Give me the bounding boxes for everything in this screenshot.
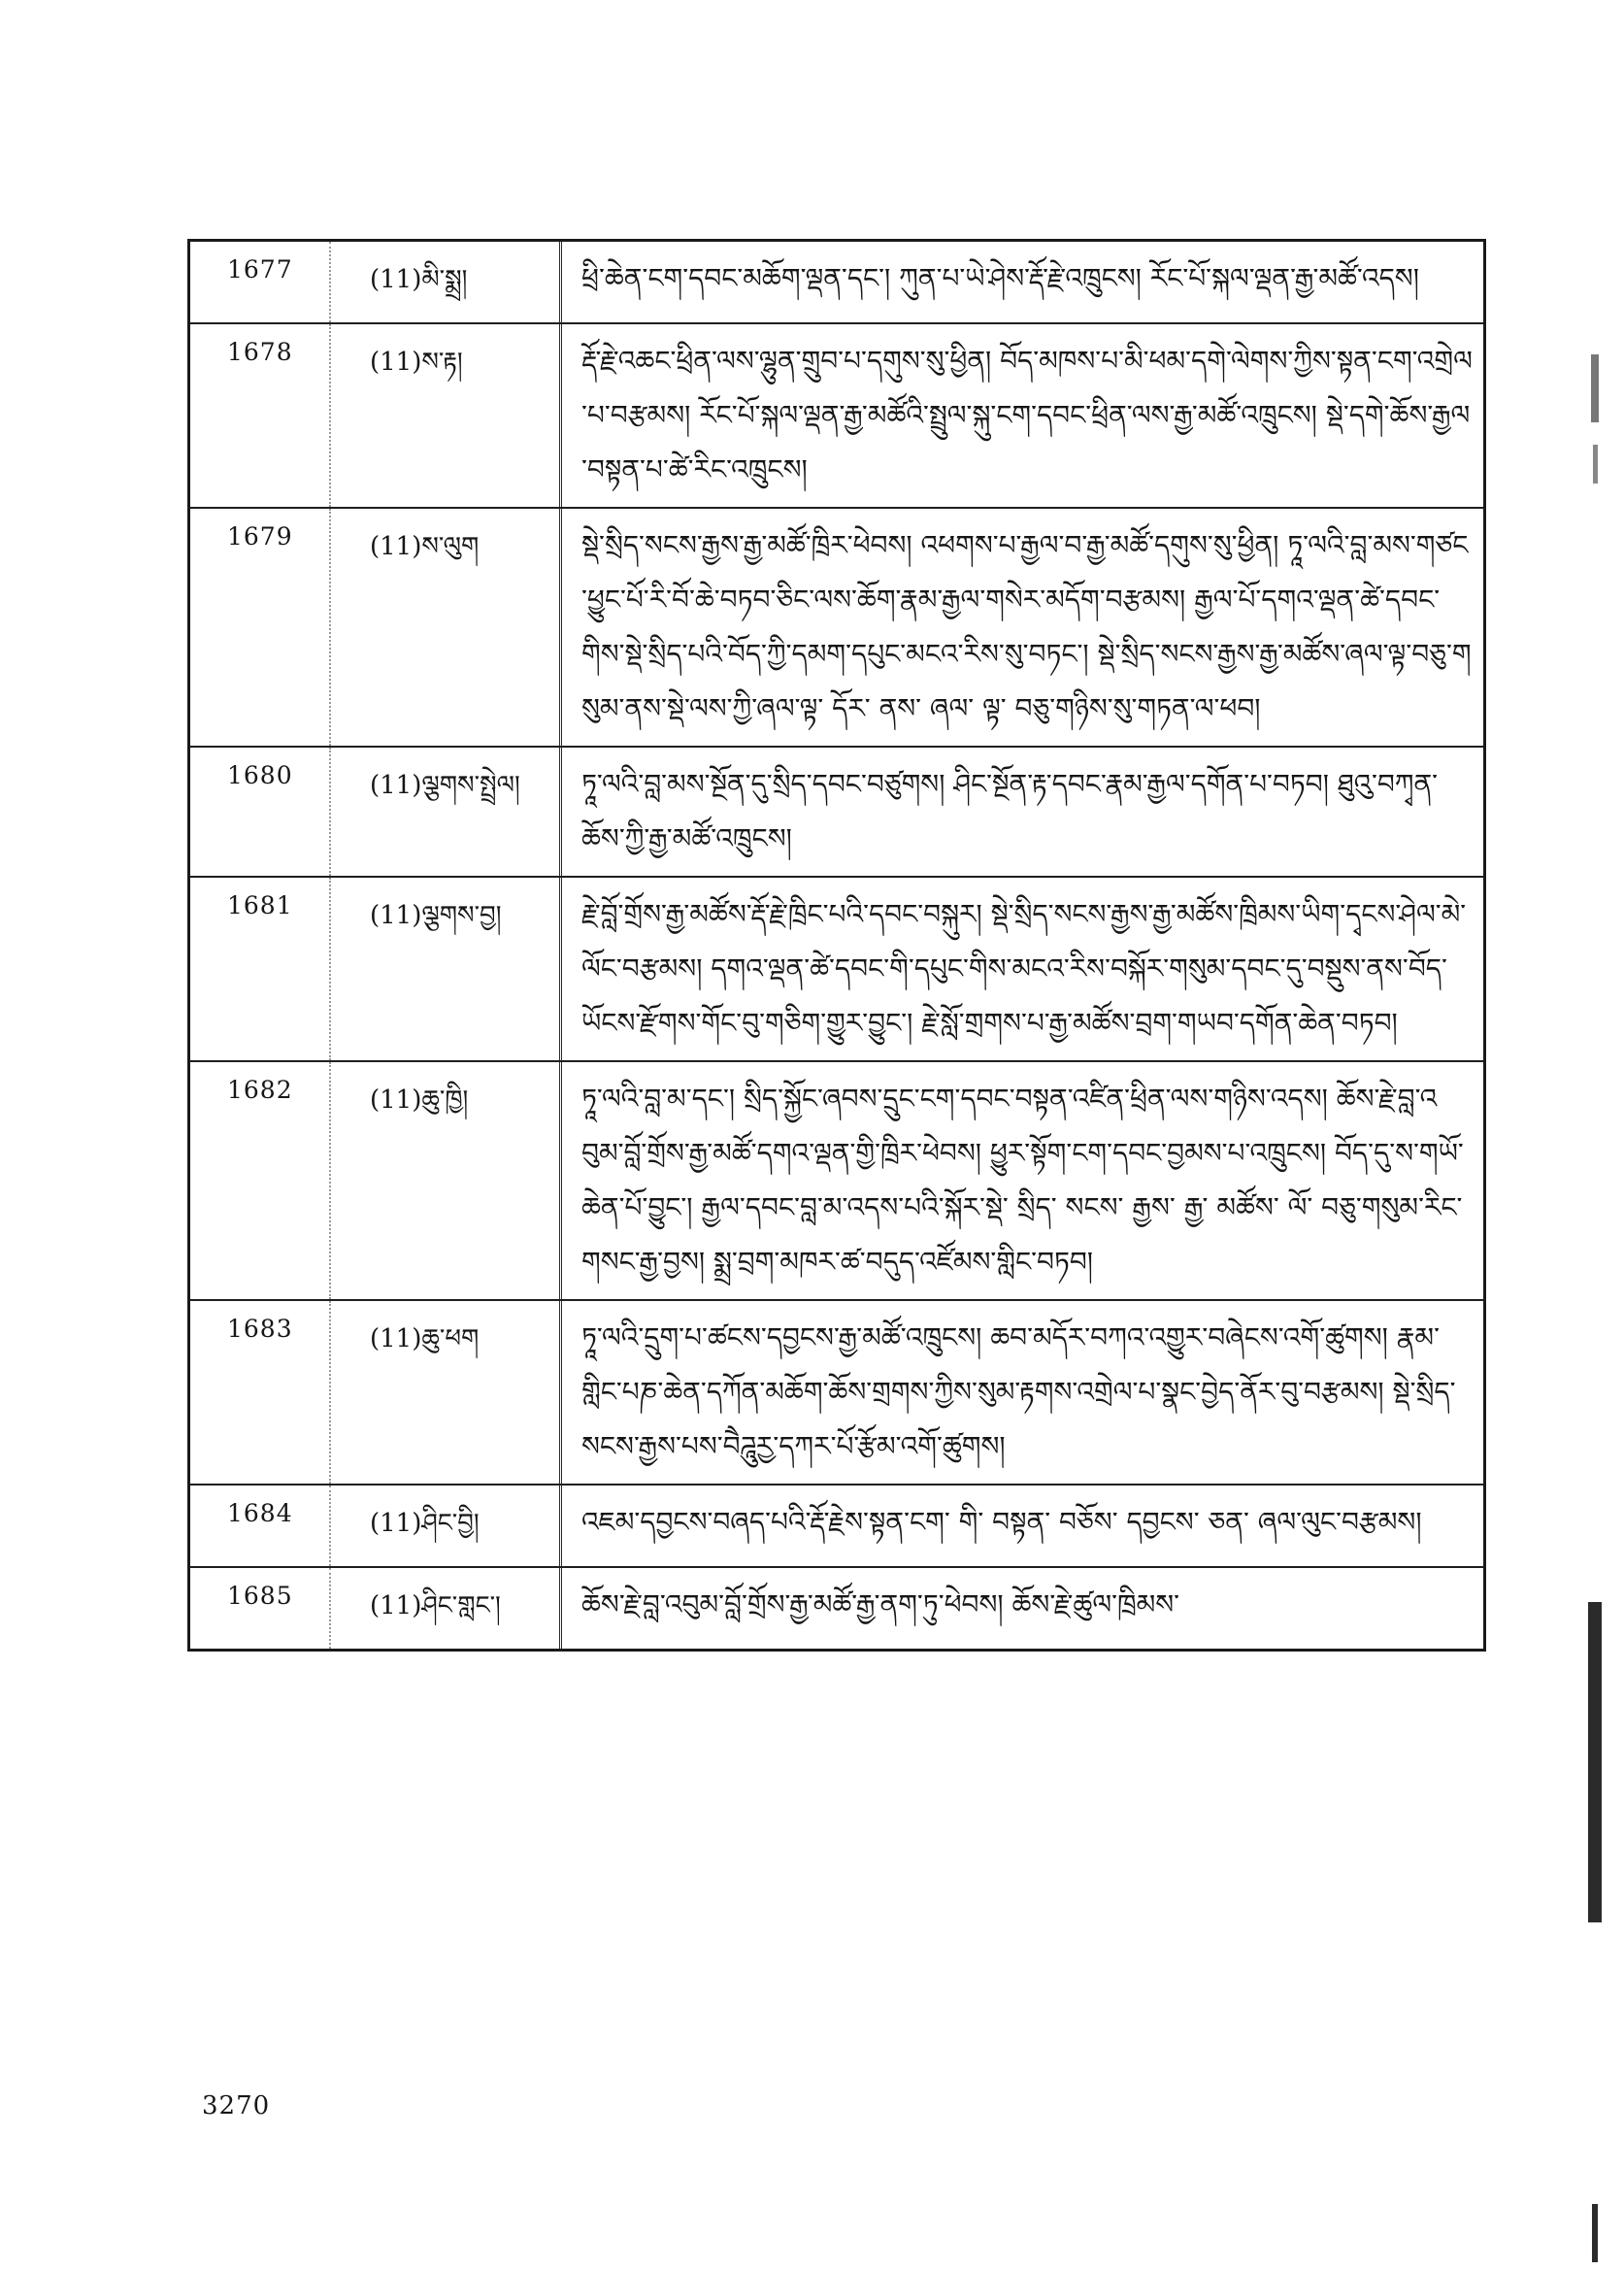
table-row [187, 878, 1486, 1062]
event-text-cell: འཇམ་དབྱངས་བཞད་པའི་རྡོ་རྗེས་སྟན་ངག་ གི་ བསྟན་ བཅོས་ དབྱངས་ ཅན་ ཞལ་ལུང་བརྩམས། [581, 1506, 1422, 1538]
scan-artifact [1591, 354, 1599, 422]
cycle-year-cell: (11)ལྕགས་སྤྲེལ། [331, 748, 562, 876]
scan-artifact [1588, 1602, 1602, 1922]
table-row [187, 1486, 1486, 1568]
year-cell: 1684 [187, 1486, 331, 1566]
page-number: 3270 [202, 2091, 271, 2120]
cycle-year-cell: (11)ཆུ་ཕག [331, 1301, 562, 1484]
cycle-year-cell: (11)ཆུ་ཁྱི། [331, 1062, 562, 1299]
scan-artifact [1592, 2204, 1598, 2262]
cycle-year-cell: (11)མི་སྨྲ། [331, 242, 562, 322]
event-text-cell: ཆོས་རྗེ་བླ་འབུམ་བློ་གྲོས་རྒྱ་མཚོ་རྒྱ་ནག་ཏུ་ཕེབས། ཆོས་རྗེ་ཚུལ་ཁྲིམས་ [581, 1588, 1180, 1620]
cycle-year-cell: (11)ལྕགས་བྱ། [331, 878, 562, 1060]
year-cell: 1678 [187, 324, 331, 507]
year-cell: 1683 [187, 1301, 331, 1484]
event-text-cell: ཕྲི་ཆེན་ངག་དབང་མཆོག་ལྡན་དང་། ཀུན་པ་ཡེ་ཤེས་རྡོ་རྗེ་འཁྲུངས། རོང་པོ་སྐལ་ལྡན་རྒྱ་མཚོ་འདས། [581, 262, 1419, 294]
event-text-cell: ཏཱ་ལའི་དྲུག་པ་ཚངས་དབྱངས་རྒྱ་མཚོ་འཁྲུངས། ཆབ་མདོར་བཀའ་འགྱུར་བཞེངས་འགོ་ཚུགས། རྣམ་གླིང་པཎ་ཆེན་དཀོན་མཆོག་ཆོས་གྲགས་ཀྱིས་སུམ་རྟགས་འགྲེལ་པ་སྣང་བྱེད་ནོར་བུ་བརྩམས། སྡེ་སྲིད་སངས་རྒྱས་པས་བཻཌཱུརྱ་དཀར་པོ་རྩོམ་འགོ་ཚུགས། [581, 1321, 1456, 1462]
year-cell: 1682 [187, 1062, 331, 1299]
table-row [187, 1062, 1486, 1301]
cycle-year-cell: (11)ཤིང་བྱི། [331, 1486, 562, 1566]
table-row [187, 509, 1486, 748]
table-row [187, 1301, 1486, 1486]
table-row [187, 324, 1486, 509]
table-row [187, 242, 1486, 324]
event-text-cell: རྡོ་རྗེ་འཆང་ཕྲིན་ལས་ལྷུན་གྲུབ་པ་དགུས་སུ་ཕྱིན། བོད་མཁས་པ་མི་ཕམ་དགེ་ལེགས་ཀྱིས་སྟན་ངག་འགྲེལ་པ་བརྩམས། རོང་པོ་སྐལ་ལྡན་རྒྱ་མཚོའི་སྤྲུལ་སྐུ་ངག་དབང་ཕྲིན་ལས་རྒྱ་མཚོ་འཁྲུངས། སྡེ་དགེ་ཆོས་རྒྱལ་བསྟན་པ་ཚེ་རིང་འཁྲུངས། [581, 345, 1473, 485]
year-cell: 1677 [187, 242, 331, 322]
chronology-table [187, 239, 1486, 1652]
year-cell: 1680 [187, 748, 331, 876]
event-text-cell: རྗེ་བློ་གྲོས་རྒྱ་མཚོས་རྡོ་རྗེ་ཁྲིང་པའི་དབང་བསྐུར། སྡེ་སྲིད་སངས་རྒྱས་རྒྱ་མཚོས་ཁྲིམས་ཡིག་དྭངས་ཤེལ་མེ་ལོང་བརྩམས། དགའ་ལྡན་ཚེ་དབང་གི་དཔུང་གིས་མངའ་རིས་བསྐོར་གསུམ་དབང་དུ་བསྡུས་ནས་བོད་ཡོངས་རྫོགས་གོང་བུ་གཅིག་གྱུར་བྱུང་། རྗེ་སློ་གྲགས་པ་རྒྱ་མཚོས་བྲག་གཡབ་དགོན་ཆེན་བཏབ། [581, 898, 1467, 1039]
scan-artifact [1593, 445, 1598, 484]
cycle-year-cell: (11)ས་ལུག [331, 509, 562, 746]
year-cell: 1685 [187, 1568, 331, 1649]
table-row [187, 1568, 1486, 1649]
event-text-cell: ཏཱ་ལའི་བླ་མས་སྔོན་དུ་སྲིད་དབང་བཙུགས། ཤིང་སྔོན་རྟ་དབང་རྣམ་རྒྱལ་དགོན་པ་བཏབ། ཐུའུ་བཀྭན་ཆོས་ཀྱི་རྒྱ་མཚོ་འཁྲུངས། [581, 768, 1439, 854]
table-row [187, 748, 1486, 878]
year-cell: 1679 [187, 509, 331, 746]
event-text-cell: ཏཱ་ལའི་བླ་མ་དང་། སྲིད་སྐྱོང་ཞབས་དྲུང་ངག་དབང་བསྟན་འཛིན་ཕྲིན་ལས་གཉིས་འདས། ཆོས་རྗེ་བླ་འབུམ་བློ་གྲོས་རྒྱ་མཚོ་དགའ་ལྡན་གྱི་ཁྲིར་ཕེབས། ཕྱུར་སྟོག་ངག་དབང་བྱམས་པ་འཁྲུངས། བོད་དུ་ས་གཡོ་ཆེན་པོ་བྱུང་། རྒྱལ་དབང་བླ་མ་འདས་པའི་སྐོར་སྡེ་ སྲིད་ སངས་ རྒྱས་ རྒྱ་ མཚོས་ ལོ་ བཅུ་གསུམ་རིང་གསང་རྒྱ་བྱས། སྨྲ་བྲག་མཁར་ཚ་བདུད་འཛོམས་གླིང་བཏབ། [581, 1083, 1464, 1278]
cycle-year-cell: (11)ས་རྟ། [331, 324, 562, 507]
cycle-year-cell: (11)ཤིང་གླང་། [331, 1568, 562, 1649]
event-text-cell: སྡེ་སྲིད་སངས་རྒྱས་རྒྱ་མཚོ་ཁྲིར་ཕེབས། འཕགས་པ་རྒྱལ་བ་རྒྱ་མཚོ་དགུས་སུ་ཕྱིན། ཏཱ་ལའི་བླ་མས་གཙང་ཕྱུང་པོ་རི་བོ་ཆེ་བཏབ་ཅིང་ལས་ཆོག་རྣམ་རྒྱལ་གསེར་མདོག་བརྩམས། རྒྱལ་པོ་དགའ་ལྡན་ཚེ་དབང་གིས་སྡེ་སྲིད་པའི་བོད་ཀྱི་དམག་དཔུང་མངའ་རིས་སུ་བཏང་། སྡེ་སྲིད་སངས་རྒྱས་རྒྱ་མཚོས་ཞལ་ལྟ་བཅུ་གསུམ་ནས་སྡེ་ལས་ཀྱི་ཞལ་ལྟ་ དོར་ ནས་ ཞལ་ ལྟ་ བཅུ་གཉིས་སུ་གཏན་ལ་ཕབ། [581, 529, 1472, 724]
year-cell: 1681 [187, 878, 331, 1060]
